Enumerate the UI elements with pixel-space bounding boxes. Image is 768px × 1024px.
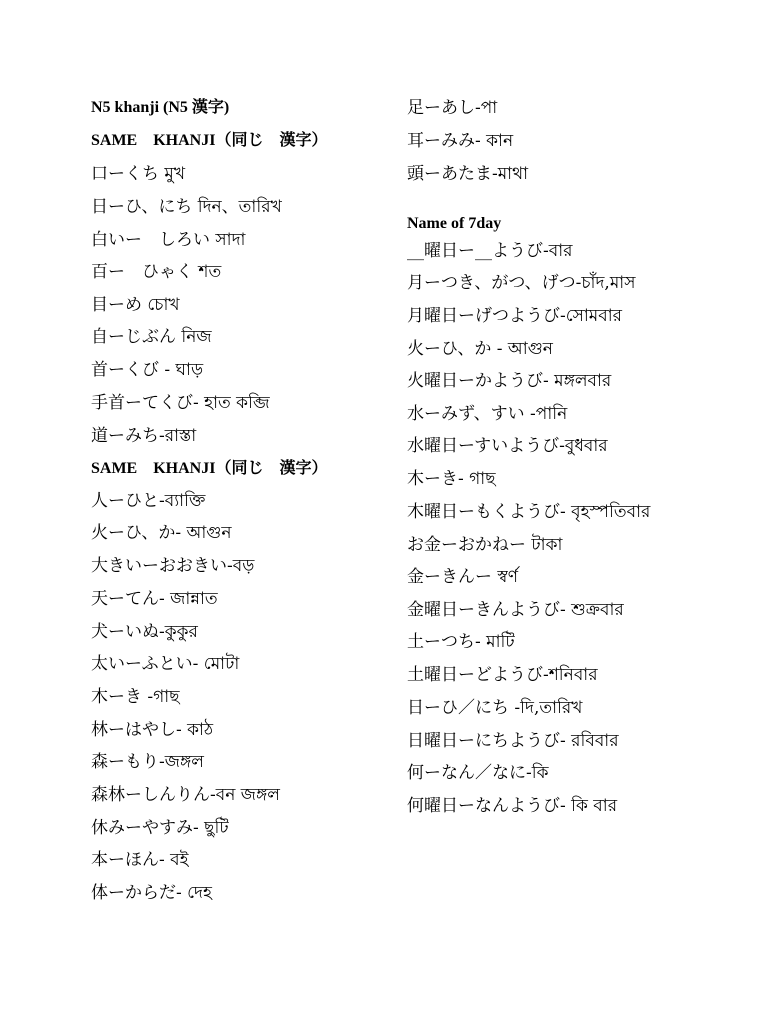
vocab-line: 金ーきんー স্বর্ণ <box>407 567 519 587</box>
vocab-line: 水曜日ーすいようび-বুধবার <box>407 436 608 456</box>
vocab-line: 火ーひ、か - আগুন <box>407 339 553 359</box>
vocab-line: 木ーき- গাছ <box>407 469 496 489</box>
section-heading-days: Name of 7day <box>407 215 502 232</box>
vocab-line: 休みーやすみ- ছুটি <box>91 818 229 838</box>
vocab-line: 水ーみず、すい -পানি <box>407 404 568 424</box>
vocab-line: 何ーなん／なに-কি <box>407 763 549 783</box>
vocab-line: 道ーみち-রাস্তা <box>91 426 197 446</box>
vocab-line: 大きいーおおきい-বড় <box>91 556 255 576</box>
vocab-line: 林ーはやし- কাঠ <box>91 720 214 740</box>
vocab-line: 土曜日ーどようび-শনিবার <box>407 665 598 685</box>
vocab-line: お金ーおかねー টাকা <box>407 535 563 555</box>
vocab-line: 天ーてん- জান্নাত <box>91 589 218 609</box>
vocab-line: 白いー しろい সাদা <box>91 230 246 250</box>
vocab-line: 本ーほん- বই <box>91 850 189 870</box>
vocab-line: 人ーひと-ব্যাক্তি <box>91 491 206 511</box>
section-heading-same-khanji-2: SAME KHANJI（同じ 漢字） <box>91 460 328 477</box>
vocab-line: 手首ーてくび- হাত কব্জি <box>91 393 270 413</box>
vocab-line: 何曜日ーなんようび- কি বার <box>407 796 618 816</box>
vocab-line: 土ーつち- মাটি <box>407 632 515 652</box>
vocab-line: 太いーふとい- মোটা <box>91 654 240 674</box>
vocab-line: 首ーくび - ঘাড় <box>91 360 204 380</box>
vocab-line: 月ーつき、がつ、げつ-চাঁদ,মাস <box>407 273 636 293</box>
vocab-line: 森ーもり-জঙ্গল <box>91 752 204 772</box>
vocab-line: 体ーからだ- দেহ <box>91 883 212 903</box>
vocab-line: __曜日ー__ようび-বার <box>407 241 573 261</box>
document-title: N5 khanji (N5 漢字) <box>91 99 230 116</box>
vocab-line: 耳ーみみ- কান <box>407 131 514 151</box>
vocab-line: 金曜日ーきんようび- শুক্রবার <box>407 600 624 620</box>
vocab-line: 自ーじぶん নিজ <box>91 327 212 347</box>
vocab-line: 日ーひ／にち -দি,তারিখ <box>407 698 583 718</box>
vocab-line: 口ーくち মুখ <box>91 164 186 184</box>
vocab-line: 百ー ひゃく শত <box>91 262 222 282</box>
vocab-line: 木曜日ーもくようび- বৃহস্পতিবার <box>407 502 651 522</box>
vocab-line: 木ーき -গাছ <box>91 687 180 707</box>
section-heading-same-khanji-1: SAME KHANJI（同じ 漢字） <box>91 132 328 149</box>
vocab-line: 日曜日ーにちようび- রবিবার <box>407 731 619 751</box>
vocab-line: 頭ーあたま-মাথা <box>407 164 529 184</box>
vocab-line: 足ーあし-পা <box>407 98 498 118</box>
vocab-line: 火曜日ーかようび- মঙ্গলবার <box>407 371 612 391</box>
vocab-line: 犬ーいぬ-কুকুর <box>91 622 198 642</box>
vocab-line: 森林ーしんりん-বন জঙ্গল <box>91 785 280 805</box>
vocab-line: 月曜日ーげつようび-সোমবার <box>407 306 622 326</box>
vocab-line: 火ーひ、か- আগুন <box>91 523 232 543</box>
vocab-line: 日ーひ、にち দিন、তারিখ <box>91 197 282 217</box>
vocab-line: 目ーめ চোখ <box>91 295 180 315</box>
